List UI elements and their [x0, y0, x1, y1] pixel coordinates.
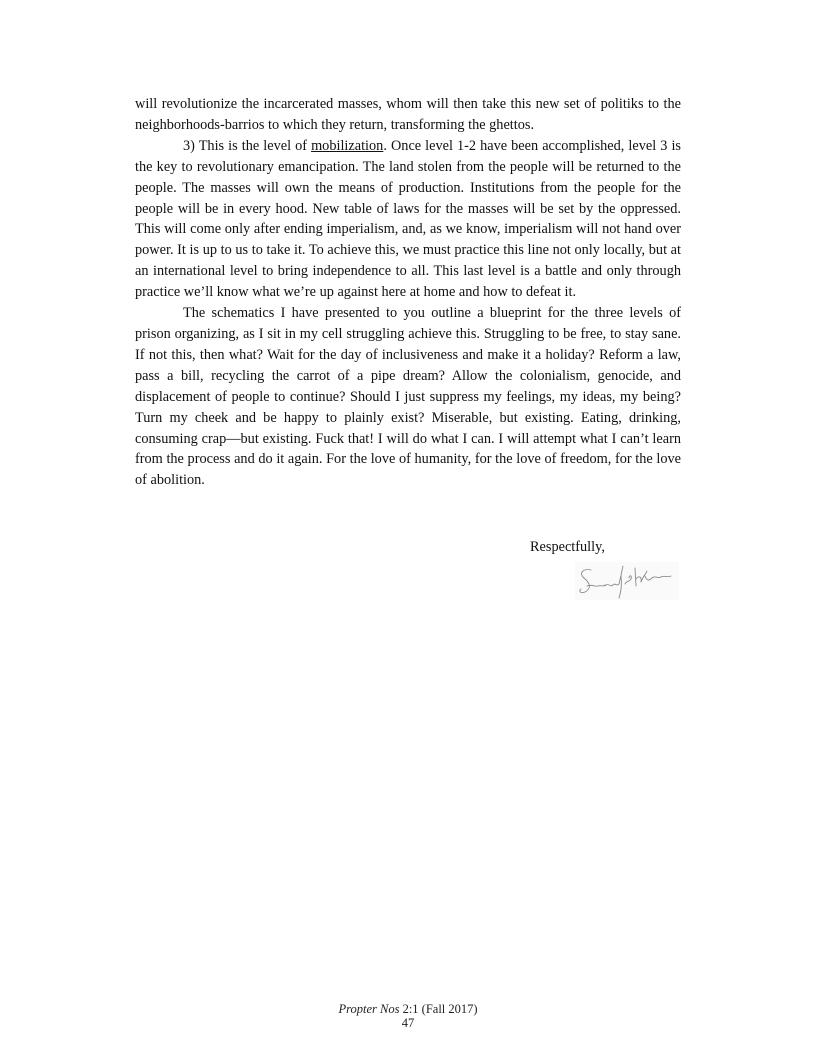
- page-number: 47: [401, 1016, 415, 1030]
- signature-drawing: [575, 562, 679, 600]
- paragraph-schematics: The schematics I have presented to you outline a blueprint for the three levels of prison organizing, as I sit in my cell struggling achieve this. Struggling to be free, to stay sane. If not this, then what? Wait for the day of inclusiveness and make it a holiday? Reform a law, pass a bill, recycling the carrot of a pipe dream? Allow the colonialism, genocide, and displacement of people to continue? Should I just suppress my feelings, my ideas, my being? Turn my cheek and be happy to plainly exist? Miserable, but existing. Eating, drinking, consuming crap—but existing. Fuck that! I will do what I can. I will attempt what I can’t learn from the process and do it again. For the love of humanity, for the love of freedom, for the love of abolition.: [135, 305, 681, 489]
- paragraph-level-3-rest: . Once level 1-2 have been accomplished, level 3 is the key to revolutionary emancipation. The land stolen from the people will be returned to the people. The masses will own the means of production. Institutions from the people for the people will be in every hood. New table of laws for the masses will be set by the oppressed. This will come only after ending imperialism, and, as we know, imperialism will not hand over power. It is up to us to take it. To achieve this, we must practice this line not only locally, but at an international level to bring independence to all. This last level is a battle and only through practice we’ll know what we’re up against here at home and how to defeat it.: [135, 137, 681, 301]
- issue-info: 2:1 (Fall 2017): [399, 1002, 478, 1016]
- paragraph-level-3: [135, 136, 681, 303]
- page-footer: [0, 1002, 816, 1030]
- paragraph-continued: will revolutionize the incarcerated masses, whom will then take this new set of politiks to the neighborhoods-barrios to which they return, transforming the ghettos.: [135, 96, 681, 133]
- citation-line: [0, 1002, 816, 1016]
- body-text: [135, 94, 681, 491]
- signature-image: [575, 562, 679, 600]
- paragraph-level-3-start: 3) This is the level of: [183, 137, 312, 154]
- mobilization-term: mobilization: [311, 137, 384, 154]
- journal-title: Propter Nos: [338, 1002, 400, 1016]
- closing-salutation: Respectfully,: [530, 539, 605, 555]
